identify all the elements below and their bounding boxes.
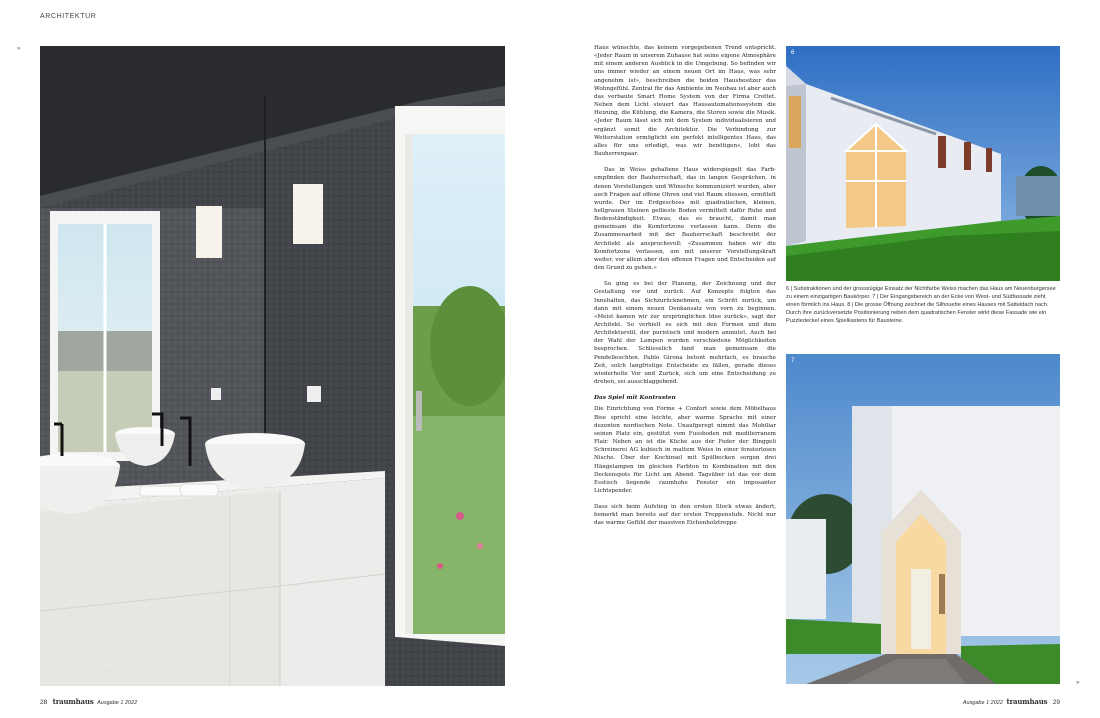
house-west-facade-illustration	[786, 46, 1060, 281]
page-number: 29	[1052, 699, 1060, 706]
house-photo-7	[786, 354, 1060, 684]
paragraph: So ging es bei der Planung, der Zeichnung und der Gestaltung vor und zurück. Auf Konzepte folgten das Innehalten, das Sichzurücknehmen, ein Schritt zurück, um dann mit einem neuen Denkansatz von vorn zu beginnen. «Meist kamen wir zur ursprünglichen Idee zurück», sagt der Architekt. So verhielt es sich mit den Formen und dem Architekturstil, der puristisch und modern anmutet. Auch bei der Wahl der Lampen wurden verschiedene Möglichkeiten besprochen. Schliesslich fand man gemeinsam die Pendelleuchten. Pablo Girona betont mehrfach, es brauche Zeit, solch langfristige Entscheide zu fällen, gerade dieses wiederholte Vor und Zurück, sich um eine Entscheidung zu drehen, sei ausschlaggebend.	[594, 281, 776, 386]
issue-label: Ausgabe 1 2022	[962, 700, 1003, 706]
paragraph: Dass sich beim Aufstieg in den ersten Stock etwas ändert, bemerkt man bereits auf der ersten Treppenstufe. Nicht nur das warme Gefühl der massiven Eichenholztreppe	[594, 504, 776, 527]
magazine-logo: traumhaus	[1006, 697, 1048, 706]
paragraph: Haus wünschte, das keinem vorgegebenen Trend entspricht. «Jeder Raum in unserem Zuhause hat seine eigene Atmosphäre mit einem anderen Ausblick in die Umgebung. So befinden wir uns immer wieder an einem neuen Ort im Haus, was sehr angenehm ist», beschreiben die beiden Hausbesitzer das Wohngefühl. Zentral für das Ambiente im Neubau ist aber auch das verbaute Smart Home System von der Firma Crottet. Neben dem Licht steuert das Hausautomationssystem die Heizung, die Kühlung, die Kamera, die Storen sowie die Musik. «Jeder Raum lässt sich mit dem System individualisieren und ergänzt somit die Architektur. Die Verbindung zur Wetterstation ermöglicht ein perfekt intelligentes Haus, das alles für uns erledigt, was wir benötigen», lobt das Bauherrenpaar.	[594, 45, 776, 158]
house-photo-6	[786, 46, 1060, 281]
issue-label: Ausgabe 1 2022	[97, 700, 138, 706]
continue-marker-right: »	[1076, 680, 1080, 686]
paragraph: Die Einrichtung von Forme + Confort sowie dem Möbelhaus Bise spricht eine leichte, aber warme Sprache mit einer dezenten nordischen Note. Unaufgeregt nimmt das Mobiliar seinen Platz ein, gestützt vom Fussboden mit mediterranem Flair. Neben an ist die Küche aus der Feder der Binggeli Schreinerei AG kubisch in mattem Weiss in einer fensterlosen Nische. Über der Kochinsel mit Spülbecken sorgen drei Hängelampen im gleichen Farbton in Kombination mit den Deckenspots für Licht am Abend. Tagsüber ist das vor dem Esstisch liegende raumhohe Fenster ein imposanter Lichtspender.	[594, 406, 776, 494]
bathroom-photo	[40, 46, 505, 686]
continue-marker-left: »	[17, 46, 21, 52]
paragraph: Das in Weiss gehaltene Haus widerspiegelt das Farbempfinden der Bauherrschaft, das in langen Gesprächen, in denen Vorstellungen und Wünsche kommuniziert wurden, aber auch Fragen auf offene Ohren und viel Raum stiessen, ermittelt wurde. Der im Erdgeschoss mit quadratischen, kleinen, hellgrauen Steinen geflieste Boden vermittelt dafür Ruhe und Bodenständigkeit. Etwas, das es braucht, damit man gemeinsam die Komfortzone verlassen kann. Denn die Zusammenarbeit mit der Bauherrschaft beschreibt der Architekt als anspruchsvoll: «Zusammen haben wir die Komfortzone verlassen, um mit unserer Vorstellungskraft weiter, vor allem aber den offenen Fragen und Entscheiden auf den Grund zu gehen.»	[594, 167, 776, 272]
section-label: ARCHITEKTUR	[40, 13, 97, 20]
subheading: Das Spiel mit Kontrasten	[594, 395, 676, 402]
photos-caption: 6 | Substraktionen und der grosszügige Einsatz der Nichtfarbe Weiss machen das Haus am Neuenburgersee zu einem einzigartigen Baukörper. 7 | Der Eingangsbereich an der Ecke von West- und Südfassade zieht einen förmlich ins Haus. 8 | Die grosse Öffnung zeichnet die Silhouette eines Hauses mit Satteldach nach. Durch ihre zurückversetzte Positionierung neben dem quadratischen Fenster wirkt diese Fassade wie ein Puzzledeckel eines Spielkastens für Bausteine.	[786, 286, 1056, 324]
bathroom-photo-caption: Durch die Plättelung von Boden, Wänden und Decke erscheint das Badezimmer wie ein Hammam, der für Erholungsmomente sorgt.	[47, 655, 157, 677]
photo-number-6: 6	[791, 50, 795, 56]
magazine-logo: traumhaus	[52, 697, 94, 706]
article-body	[594, 44, 776, 536]
page-number: 28	[40, 699, 48, 706]
photo-number-7: 7	[791, 358, 795, 364]
footer-right	[963, 697, 1060, 706]
footer-left	[40, 697, 137, 706]
bathroom-illustration	[40, 46, 505, 686]
house-entrance-illustration	[786, 354, 1060, 684]
